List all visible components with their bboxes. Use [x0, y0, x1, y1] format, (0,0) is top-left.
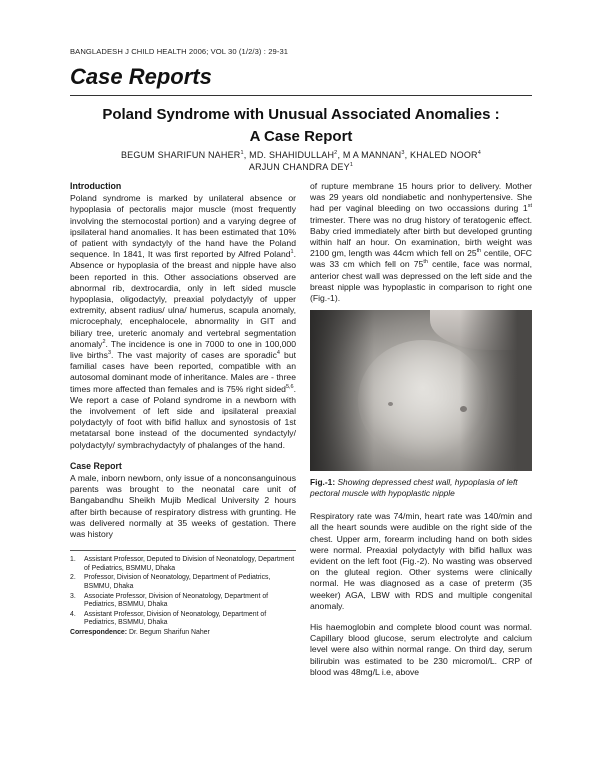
footnote-item: 2. Professor, Division of Neonatology, Department of Pediatrics, BSMMU, Dhaka — [70, 574, 271, 591]
footnotes — [70, 556, 296, 637]
case-report-paragraph: A male, inborn newborn, only issue of a nonconsanguinous parents was brought to the neonatal care unit of Bangabandhu Sheikh Mujib Medical University 2 hours after birth because of respiratory distress with grunting. He was delivered normally at 35 weeks of gestation. There was history — [70, 473, 296, 540]
article-title — [70, 104, 532, 148]
examination-paragraph: Respiratory rate was 74/min, heart rate was 140/min and all the heart sounds were audible on the right side of the chest. Upper arm, forearm including hand on both sides were normal. Preaxial polydactyly with bifid hallux was evident on the left foot (Fig.-2). No wasting was observed on the gluteal region. Other systems were clinically normal. He was diagnosed as a case of preterm (35 weeker) AGA, LBW with RDS and multiple congenital anomaly. — [310, 511, 532, 611]
author-affiliation: 3 — [401, 150, 405, 156]
title-line-1: Poland Syndrome with Unusual Associated Anomalies : — [102, 106, 500, 123]
section-heading: Case Reports — [70, 64, 212, 89]
author-affiliation: 1 — [240, 150, 244, 156]
introduction-paragraph: Poland syndrome is marked by unilateral absence or hypoplasia of pectoralis major muscle (most frequently involving the sternocostal portion) and a varying degree of ipsilateral hand anomalies. It has been estimated that 10% of patient with syndactyly of the hand have the Poland sequence. In 1841, It was first reported by Alfred Poland$^1$. Absence or hypoplasia of the breast and nipple have also been reported in this. Other associations observed are abnormal rib, dextrocardia, only in left sided muscle hypoplasia, oligodactyly, preaxial polydactyly of upper extremity, absent radius/ ulna/ humerus, scapula anomaly, microcephaly, encephalocele, abnormality in GIT and biliary tree, ureteric anomaly and vertebral segmentation anomaly$^2$. The incidence is one in 7000 to one in 100,000 live births$^3$. The vast majority of cases are sporadic$^4$ but familial cases have been reported, compatible with an autosomal dominant mode of inheritance. Males are - three times more affected than females and is 75% right sided$^{5,6}$. We report a case of Poland syndrome in a newborn with the involvement of left side and ipsilateral preaxial polydactyly of foot with bifid hallux and synostosis of 1st metatarsal bone instead of the documented syndactyly/ polydactyly/ symbrachydactyly of phalanges of the hand. — [70, 193, 296, 450]
footnote-item: 1. Assistant Professor, Deputed to Division of Neonatology, Department of Pediatrics, BSMMU, Dhaka — [70, 556, 295, 572]
footnote-item: 4. Assistant Professor, Division of Neonatology, Department of Pediatrics, BSMMU, Dhaka — [70, 610, 267, 627]
author-affiliation: 4 — [477, 150, 482, 156]
author-name: KHALED NOOR — [410, 150, 478, 160]
author-affiliation: 1 — [349, 162, 354, 168]
title-line-2: A Case Report — [249, 128, 353, 145]
author-name: BEGUM SHARIFUN NAHER — [120, 150, 241, 160]
author-name: ARJUN CHANDRA DEY — [248, 162, 350, 172]
investigation-paragraph: His haemoglobin and complete blood count was normal. Capillary blood glucose, serum electrolyte and calcium level were also within normal range. On third day, serum bilirubin was estimated to be 230 micromol/L. CRP of blood was 48mg/L i.e, above — [310, 622, 532, 677]
figure-1-photo — [310, 310, 532, 471]
author-line-2 — [70, 161, 532, 173]
author-affiliation: 2 — [334, 150, 338, 156]
journal-header: BANGLADESH J CHILD HEALTH 2006; VOL 30 (1/2/3) : 29-31 — [70, 47, 289, 56]
case-report-heading: Case Report — [70, 460, 122, 471]
author-name: M A MANNAN — [342, 150, 402, 160]
right-column — [310, 181, 532, 678]
introduction-heading: Introduction — [70, 181, 122, 191]
left-column — [70, 181, 296, 638]
footnote-item: 3. Associate Professor, Division of Neonatology, Department of Pediatrics, BSMMU, Dhaka — [70, 592, 269, 609]
author-line-1: BEGUM SHARIFUN NAHER$^1$, MD. SHAHIDULLAH$^2$, M A MANNAN$^3$, KHALED NOOR$^4$ — [120, 150, 482, 160]
correspondence: Correspondence: Dr. Begum Sharifun Naher — [70, 629, 210, 637]
case-continued-paragraph: of rupture membrane 15 hours prior to delivery. Mother was 29 years old nondiabetic and nonhypertensive. She had per vaginal bleeding on two occassions during 1st trimester. There was no drug history of teratogenic effect. Baby cried immediately after birth but developed grunting within half an hour. On examination, birth weight was 2100 gm, length was 44cm which fell on 25th centile, OFC was 33 cm which fell on 75th centile, face was normal, anterior chest wall was depressed on the left side and the breast nipple was hypoplastic in comparison to right one (Fig.-1). — [310, 181, 532, 304]
author-name: MD. SHAHIDULLAH — [249, 150, 335, 160]
footnote-rule — [70, 550, 296, 551]
figure-1-caption: Fig.-1: Showing depressed chest wall, hypoplasia of left pectoral muscle with hypoplastic nipple — [310, 477, 518, 499]
header-rule — [70, 95, 532, 96]
author-list — [70, 149, 532, 173]
